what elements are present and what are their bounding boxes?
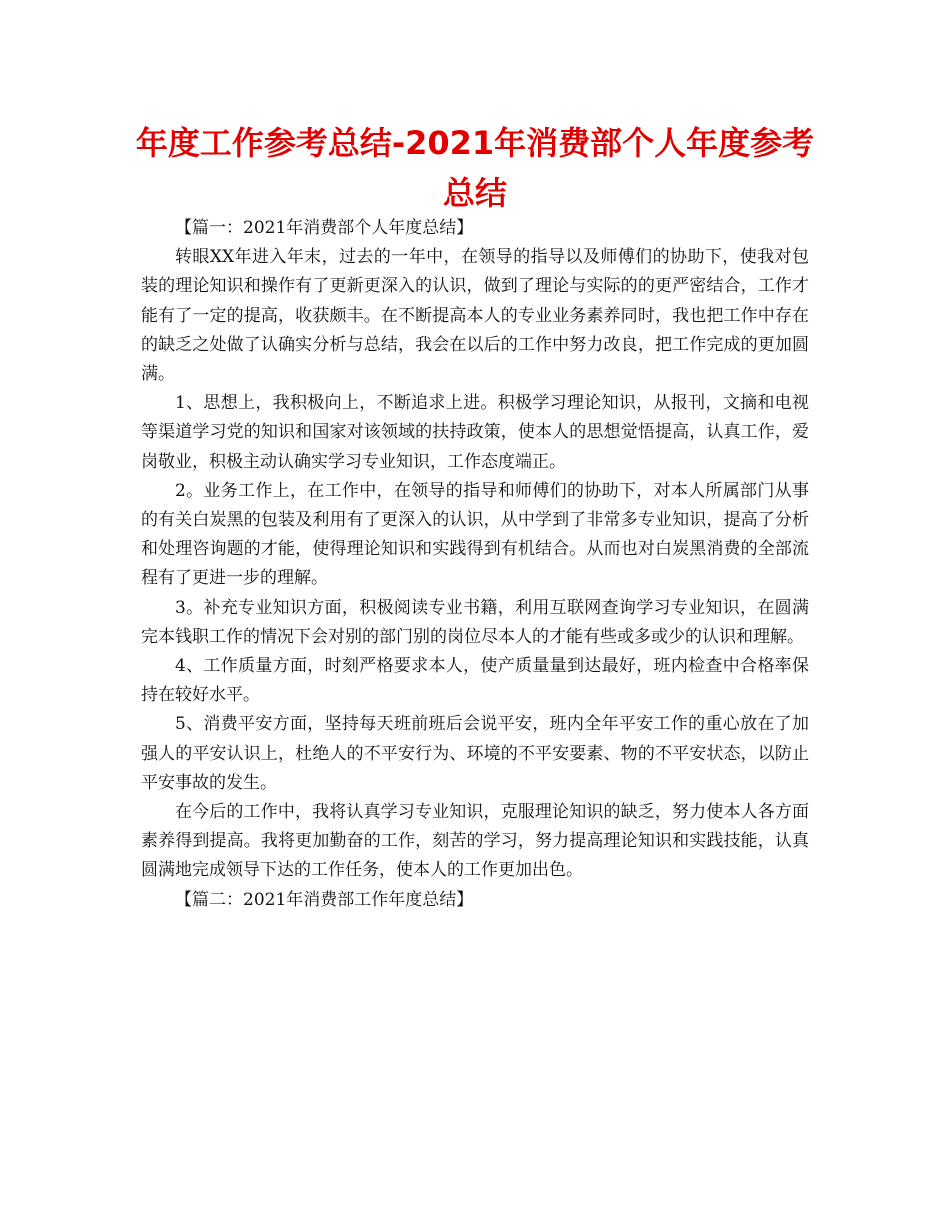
section-heading-1: 【篇一：2021年消费部个人年度总结】 bbox=[175, 218, 474, 238]
paragraph-item-4: 4、工作质量方面，时刻严格要求本人，使产质量量到达最好，班内检查中合格率保持在较好水平。 bbox=[141, 656, 809, 706]
section-heading-2: 【篇二：2021年消费部工作年度总结】 bbox=[175, 889, 474, 910]
document-body bbox=[141, 214, 809, 915]
paragraph-intro: 转眼XX年进入年末，过去的一年中，在领导的指导以及师傅们的协助下，使我对包装的理论知识和操作有了更新更深入的认识，做到了理论与实际的的更严密结合，工作才能有了一定的提高，收获颇丰。在不断提高本人的专业业务素养同时，我也把工作中存在的缺乏之处做了认确实分析与总结，我会在以后的工作中努力改良，把工作完成的更加圆满。 bbox=[141, 247, 809, 385]
document-title: 年度工作参考总结-2021年消费部个人年度参考总结 bbox=[135, 124, 815, 212]
paragraph-item-5: 5、消费平安方面，坚持每天班前班后会说平安，班内全年平安工作的重心放在了加强人的平安认识上，杜绝人的不平安行为、环境的不平安要素、物的不平安状态，以防止平安事故的发生。 bbox=[141, 714, 809, 793]
paragraph-item-3: 3。补充专业知识方面，积极阅读专业书籍，利用互联网查询学习专业知识，在圆满完本钱职工作的情况下会对别的部门别的岗位尽本人的才能有些或多或少的认识和理解。 bbox=[141, 597, 809, 647]
paragraph-item-1: 1、思想上，我积极向上，不断追求上进。积极学习理论知识，从报刊，文摘和电视等渠道学习党的知识和国家对该领域的扶持政策，使本人的思想觉悟提高，认真工作，爱岗敬业，积极主动认确实学习专业知识，工作态度端正。 bbox=[141, 393, 809, 472]
paragraph-item-2: 2。业务工作上，在工作中，在领导的指导和师傅们的协助下，对本人所属部门从事的有关白炭黑的包装及利用有了更深入的认识，从中学到了非常多专业知识，提高了分析和处理咨询题的才能，使得理论知识和实践得到有机结合。从而也对白炭黑消费的全部流程有了更进一步的理解。 bbox=[141, 480, 809, 589]
paragraph-closing: 在今后的工作中，我将认真学习专业知识，克服理论知识的缺乏，努力使本人各方面素养得到提高。我将更加勤奋的工作，刻苦的学习，努力提高理论知识和实践技能，认真圆满地完成领导下达的工作任务，使本人的工作更加出色。 bbox=[141, 802, 809, 881]
